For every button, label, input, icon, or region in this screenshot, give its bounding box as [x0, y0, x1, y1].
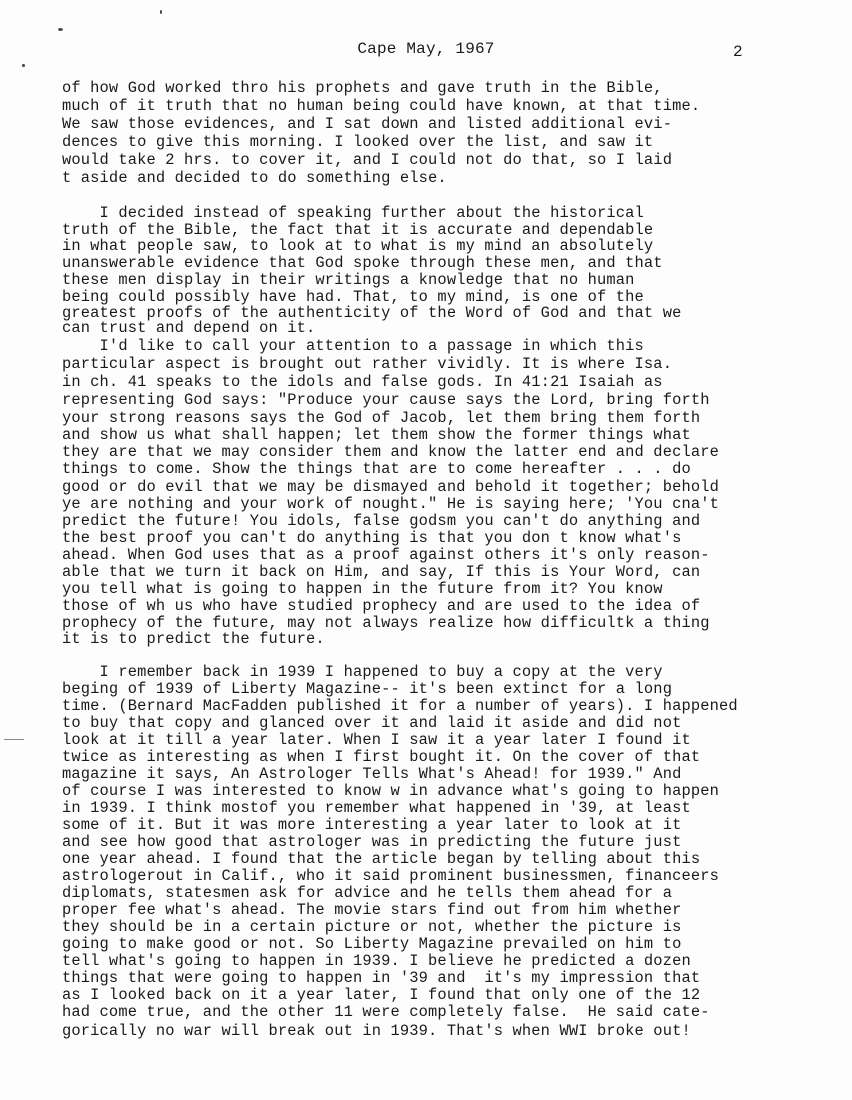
text-line: and see how good that astrologer was in predicting the future just	[62, 833, 682, 851]
text-line: of course I was interested to know w in advance what's going to happen	[62, 782, 720, 800]
text-line: astrologerout in Calif., who it said prominent businessmen, financeers	[62, 867, 720, 885]
page-number: 2	[733, 43, 743, 61]
text-line: and show us what shall happen; let them show the former things what	[62, 426, 691, 444]
text-line: particular aspect is brought out rather vividly. It is where Isa.	[62, 355, 673, 373]
text-line: those of wh us who have studied prophecy and are used to the idea of	[62, 597, 701, 615]
text-line: ye are nothing and your work of nought." He is saying here; 'You cna't	[62, 495, 720, 513]
text-line: time. (Bernard MacFadden published it for a number of years). I happened	[62, 697, 738, 715]
text-line: can trust and depend on it.	[62, 319, 316, 337]
text-line: tell what's going to happen in 1939. I believe he predicted a dozen	[62, 952, 691, 970]
text-line: had come true, and the other 11 were completely false. He said cate-	[62, 1003, 710, 1021]
text-line: ahead. When God uses that as a proof against others it's only reason-	[62, 546, 710, 564]
text-line: your strong reasons says the God of Jacob, let them bring them forth	[62, 409, 701, 427]
text-line: would take 2 hrs. to cover it, and I could not do that, so I laid	[62, 151, 673, 169]
text-line: dences to give this morning. I looked over the list, and saw it	[62, 133, 654, 151]
text-line: We saw those evidences, and I sat down and listed additional evi-	[62, 115, 673, 133]
text-line: magazine it says, An Astrologer Tells What's Ahead! for 1939." And	[62, 765, 682, 783]
text-line: in what people saw, to look at to what is my mind an absolutely	[62, 237, 654, 255]
text-line: twice as interesting as when I first bought it. On the cover of that	[62, 748, 701, 766]
text-line: to buy that copy and glanced over it and laid it aside and did not	[62, 714, 682, 732]
text-line: I decided instead of speaking further about the historical	[62, 204, 644, 222]
text-line: diplomats, statesmen ask for advice and he tells them ahead for a	[62, 884, 673, 902]
text-line: some of it. But it was more interesting a year later to look at it	[62, 816, 682, 834]
text-line: greatest proofs of the authenticity of the Word of God and that we	[62, 304, 682, 322]
text-line: going to make good or not. So Liberty Magazine prevailed on him to	[62, 935, 682, 953]
text-line: good or do evil that we may be dismayed and behold it together; behold	[62, 478, 720, 496]
text-line: beging of 1939 of Liberty Magazine-- it's been extinct for a long	[62, 680, 673, 698]
page-header-title: Cape May, 1967	[357, 40, 495, 58]
text-line: the best proof you can't do anything is that you don t know what's	[62, 529, 682, 547]
text-line: in ch. 41 speaks to the idols and false gods. In 41:21 Isaiah as	[62, 373, 663, 391]
text-line: predict the future! You idols, false godsm you can't do anything and	[62, 512, 701, 530]
text-line: look at it till a year later. When I saw it a year later I found it	[62, 731, 691, 749]
text-line: these men display in their writings a knowledge that no human	[62, 271, 635, 289]
text-line: you tell what is going to happen in the future from it? You know	[62, 580, 663, 598]
text-line: it is to predict the future.	[62, 630, 325, 648]
text-line: they should be in a certain picture or not, whether the picture is	[62, 918, 682, 936]
text-line: I remember back in 1939 I happened to buy a copy at the very	[62, 663, 663, 681]
text-line: able that we turn it back on Him, and say, If this is Your Word, can	[62, 563, 701, 581]
text-line: of how God worked thro his prophets and gave truth in the Bible,	[62, 79, 663, 97]
text-line: proper fee what's ahead. The movie stars find out from him whether	[62, 901, 682, 919]
text-line: gorically no war will break out in 1939. That's when WWI broke out!	[62, 1022, 691, 1040]
text-line: representing God says: "Produce your cause says the Lord, bring forth	[62, 391, 710, 409]
text-line: things to come. Show the things that are to come hereafter . . . do	[62, 460, 691, 478]
text-line: unanswerable evidence that God spoke through these men, and that	[62, 254, 663, 272]
text-line: one year ahead. I found that the article began by telling about this	[62, 850, 701, 868]
text-line: they are that we may consider them and know the latter end and declare	[62, 443, 720, 461]
text-line: I'd like to call your attention to a passage in which this	[62, 337, 644, 355]
text-line: being could possibly have had. That, to my mind, is one of the	[62, 288, 644, 306]
text-line: as I looked back on it a year later, I found that only one of the 12	[62, 986, 701, 1004]
text-line: much of it truth that no human being could have known, at that time.	[62, 97, 701, 115]
text-line: truth of the Bible, the fact that it is accurate and dependable	[62, 221, 654, 239]
text-line: prophecy of the future, may not always realize how difficultk a thing	[62, 614, 710, 632]
text-line: in 1939. I think mostof you remember what happened in '39, at least	[62, 799, 691, 817]
text-line: t aside and decided to do something else.	[62, 169, 447, 187]
text-line: things that were going to happen in '39 and it's my impression that	[62, 969, 701, 987]
